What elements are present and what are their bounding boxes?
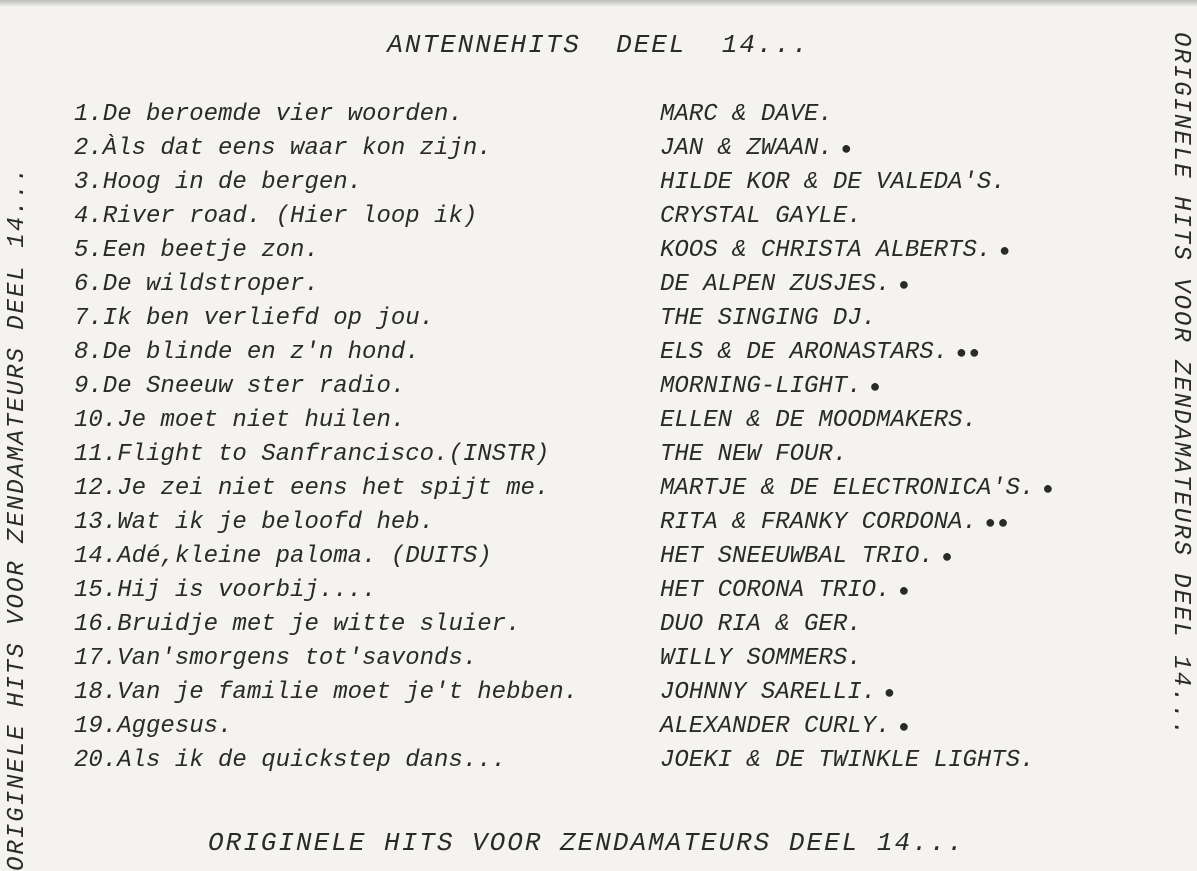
- artist-name: ALEXANDER CURLY.: [660, 713, 891, 740]
- page-title: ANTENNEHITS DEEL 14...: [387, 30, 810, 60]
- track-title: 20.Als ik de quickstep dans...: [74, 747, 507, 774]
- track-title: 18.Van je familie moet je't hebben.: [74, 679, 579, 706]
- track-artist: [660, 166, 1180, 201]
- track-artist: [660, 540, 1180, 575]
- track-title: 16.Bruidje met je witte sluier.: [74, 611, 521, 638]
- track-artist: [660, 642, 1180, 677]
- artist-name: HET CORONA TRIO.: [660, 577, 891, 604]
- track-title: 14.Adé,kleine paloma. (DUITS): [74, 543, 492, 570]
- marker-dots: ●: [941, 548, 955, 568]
- track-artist: [660, 608, 1180, 643]
- artist-name: HET SNEEUWBAL TRIO.: [660, 543, 934, 570]
- track-title: 17.Van'smorgens tot'savonds.: [74, 645, 478, 672]
- track-title: 9.De Sneeuw ster radio.: [74, 373, 406, 400]
- marker-dots: ●: [999, 242, 1013, 262]
- marker-dots: ●●: [956, 344, 982, 364]
- artist-name: JAN & ZWAAN.: [660, 135, 833, 162]
- track-title: 7.Ik ben verliefd op jou.: [74, 305, 435, 332]
- track-artist: [660, 98, 1180, 133]
- spine-text-left: ORIGINELE HITS VOOR ZENDAMATEURS DEEL 14...: [4, 165, 31, 871]
- track-artist: [660, 132, 1180, 167]
- track-artist: [660, 404, 1180, 439]
- track-artist: [660, 438, 1180, 473]
- track-title: 19.Aggesus.: [74, 713, 233, 740]
- track-artist: [660, 200, 1180, 235]
- artist-name: DE ALPEN ZUSJES.: [660, 271, 891, 298]
- track-title: 2.Àls dat eens waar kon zijn.: [74, 135, 492, 162]
- track-artist: [660, 234, 1180, 269]
- footer-caption: ORIGINELE HITS VOOR ZENDAMATEURS DEEL 14...: [208, 828, 965, 858]
- track-title: 3.Hoog in de bergen.: [74, 169, 363, 196]
- track-title: 6.De wildstroper.: [74, 271, 319, 298]
- marker-dots: ●: [884, 684, 897, 704]
- track-title: 13.Wat ik je beloofd heb.: [74, 509, 435, 536]
- track-artist: [660, 370, 1180, 405]
- track-title: 12.Je zei niet eens het spijt me.: [74, 475, 550, 502]
- marker-dots: ●: [898, 276, 912, 296]
- artist-name: MARC & DAVE.: [660, 101, 833, 128]
- artist-name: THE NEW FOUR.: [660, 441, 848, 468]
- track-title: 8.De blinde en z'n hond.: [74, 339, 420, 366]
- track-title: 1.De beroemde vier woorden.: [74, 101, 463, 128]
- track-title: 11.Flight to Sanfrancisco.(INSTR): [74, 441, 550, 468]
- artist-name: MORNING-LIGHT.: [660, 373, 862, 400]
- artist-name: CRYSTAL GAYLE.: [660, 203, 862, 230]
- track-title: 5.Een beetje zon.: [74, 237, 319, 264]
- marker-dots: ●: [869, 378, 883, 398]
- artist-name: HILDE KOR & DE VALEDA'S.: [660, 169, 1006, 196]
- track-artist: [660, 676, 1180, 711]
- spine-text-right: ORIGINELE HITS VOOR ZENDAMATEURS DEEL 14...: [1167, 32, 1194, 738]
- marker-dots: ●: [1042, 480, 1056, 500]
- artist-name: JOEKI & DE TWINKLE LIGHTS.: [660, 747, 1035, 774]
- track-artist: [660, 302, 1180, 337]
- track-artist: [660, 710, 1180, 745]
- artist-name: MARTJE & DE ELECTRONICA'S.: [660, 475, 1035, 502]
- track-artist: [660, 336, 1180, 371]
- artist-name: DUO RIA & GER.: [660, 611, 862, 638]
- track-title: 4.River road. (Hier loop ik): [74, 203, 478, 230]
- track-artist: [660, 744, 1180, 779]
- artist-name: KOOS & CHRISTA ALBERTS.: [660, 237, 992, 264]
- track-title: 15.Hij is voorbij....: [74, 577, 377, 604]
- artist-name: WILLY SOMMERS.: [660, 645, 862, 672]
- track-artist: [660, 574, 1180, 609]
- artist-name: ELS & DE ARONASTARS.: [660, 339, 949, 366]
- track-artist: [660, 268, 1180, 303]
- artist-name: ELLEN & DE MOODMAKERS.: [660, 407, 977, 434]
- marker-dots: ●: [898, 718, 912, 738]
- marker-dots: ●: [840, 140, 854, 160]
- marker-dots: ●: [898, 582, 912, 602]
- artist-name: THE SINGING DJ.: [660, 305, 877, 332]
- artist-name: RITA & FRANKY CORDONA.: [660, 509, 977, 536]
- top-edge: [0, 0, 1197, 7]
- track-artist: [660, 472, 1180, 507]
- track-artist: [660, 506, 1180, 541]
- artist-name: JOHNNY SARELLI.: [660, 679, 877, 706]
- track-title: 10.Je moet niet huilen.: [74, 407, 406, 434]
- marker-dots: ●●: [984, 514, 1011, 534]
